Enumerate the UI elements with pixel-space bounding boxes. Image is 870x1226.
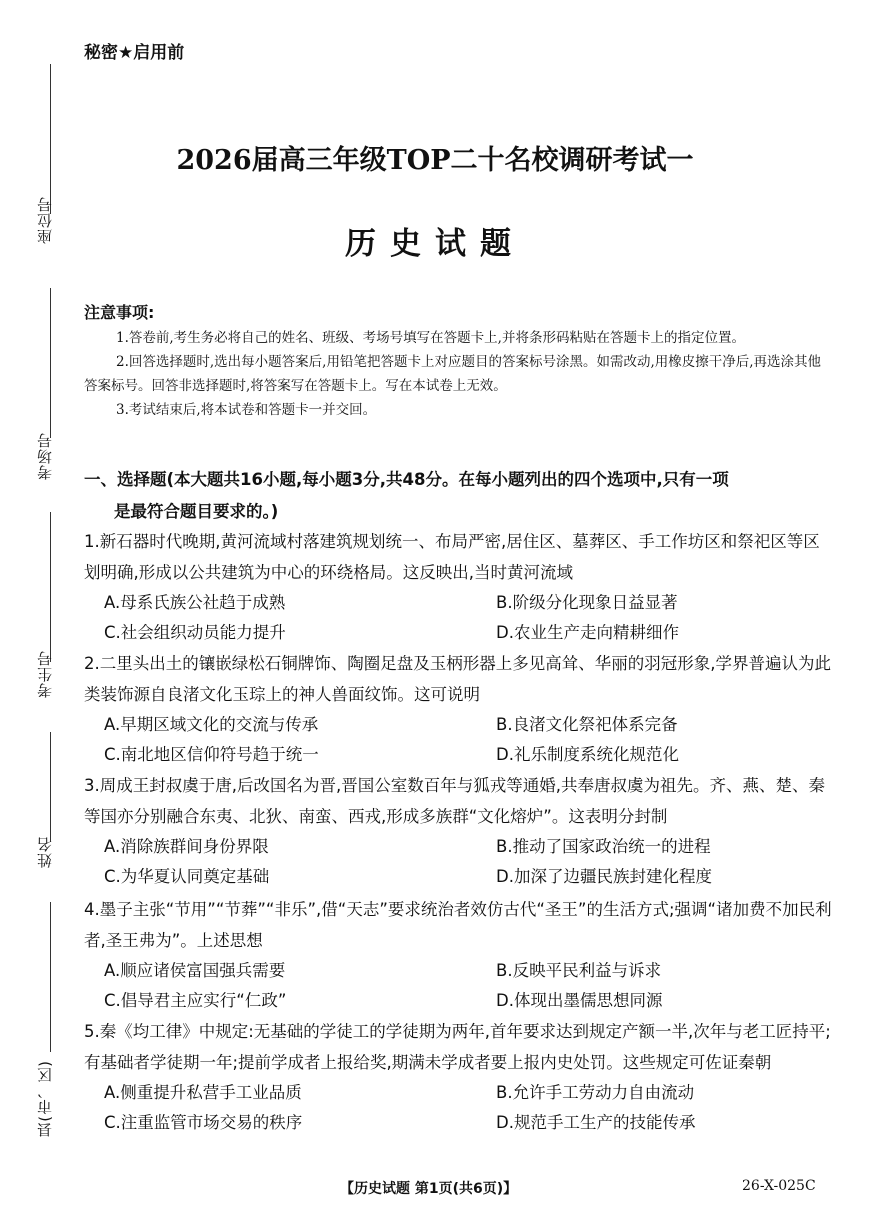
seat-number-label: 座位号 xyxy=(36,196,54,244)
question-stem: 2.二里头出土的镶嵌绿松石铜牌饰、陶圈足盘及玉柄形器上多见高耸、华丽的羽冠形象,学界普遍认为此类装饰源自良渚文化玉琮上的神人兽面纹饰。这可说明 xyxy=(84,654,831,704)
question-options xyxy=(84,956,834,1016)
question-stem: 4.墨子主张“节用”“节葬”“非乐”,借“天志”要求统治者效仿古代“圣王”的生活方式;强调“诸加费不加民利者,圣王弗为”。上述思想 xyxy=(84,900,832,950)
option-d: D.体现出墨儒思想同源 xyxy=(496,991,663,1010)
question-options xyxy=(84,1078,834,1138)
question-options xyxy=(84,832,834,892)
name-line xyxy=(50,732,51,842)
candidate-number-line xyxy=(50,512,51,662)
option-a: A.母系氏族公社趋于成熟 xyxy=(104,593,286,612)
question-2 xyxy=(84,648,834,770)
option-c: C.倡导君主应实行“仁政” xyxy=(104,991,287,1010)
question-options xyxy=(84,710,834,770)
question-stem: 5.秦《均工律》中规定:无基础的学徒工的学徒期为两年,首年要求达到规定产额一半,次年与老工匠持平;有基础者学徒期一年;提前学成者上报给奖,期满未学成者要上报内史处罚。这些规定可佐证秦朝 xyxy=(84,1022,831,1072)
question-1 xyxy=(84,526,834,648)
option-c: C.社会组织动员能力提升 xyxy=(104,623,286,642)
notice-item: 3.考试结束后,将本试卷和答题卡一并交回。 xyxy=(116,402,377,418)
option-a: A.顺应诸侯富国强兵需要 xyxy=(104,961,286,980)
question-stem: 3.周成王封叔虞于唐,后改国名为晋,晋国公室数百年与狐戎等通婚,共奉唐叔虞为祖先。齐、燕、楚、秦等国亦分别融合东夷、北狄、南蛮、西戎,形成多族群“文化熔炉”。这表明分封制 xyxy=(84,776,825,826)
section-heading xyxy=(84,464,834,528)
paper-code: 26-X-025C xyxy=(742,1178,816,1194)
page-number: 【历史试题 第1页(共6页)】 xyxy=(340,1181,518,1197)
option-d: D.农业生产走向精耕细作 xyxy=(496,623,679,642)
secret-mark: 秘密★启用前 xyxy=(84,43,185,63)
question-4 xyxy=(84,894,834,1016)
exam-subtitle: 历史试题 xyxy=(345,226,525,262)
option-b: B.推动了国家政治统一的进程 xyxy=(496,837,711,856)
option-b: B.良渚文化祭祀体系完备 xyxy=(496,715,678,734)
notice-list xyxy=(84,326,834,422)
county-line xyxy=(50,902,51,1052)
option-d: D.规范手工生产的技能传承 xyxy=(496,1113,696,1132)
candidate-number-label: 考生号 xyxy=(36,650,54,698)
exam-room-line xyxy=(50,288,51,438)
section-heading-line2: 是最符合题目要求的。) xyxy=(114,502,279,521)
exam-title: 2026届高三年级TOP二十名校调研考试一 xyxy=(176,145,694,176)
question-stem: 1.新石器时代晚期,黄河流域村落建筑规划统一、布局严密,居住区、墓葬区、手工作坊区和祭祀区等区划明确,形成以公共建筑为中心的环绕格局。这反映出,当时黄河流域 xyxy=(84,532,820,582)
option-b: B.允许手工劳动力自由流动 xyxy=(496,1083,695,1102)
notice-heading: 注意事项: xyxy=(84,303,155,322)
option-c: C.为华夏认同奠定基础 xyxy=(104,867,270,886)
option-c: C.注重监管市场交易的秩序 xyxy=(104,1113,303,1132)
question-5 xyxy=(84,1016,834,1138)
section-heading-line1: 一、选择题(本大题共16小题,每小题3分,共48分。在每小题列出的四个选项中,只有一项 xyxy=(84,470,729,489)
option-c: C.南北地区信仰符号趋于统一 xyxy=(104,745,319,764)
option-a: A.早期区域文化的交流与传承 xyxy=(104,715,319,734)
option-a: A.消除族群间身份界限 xyxy=(104,837,269,856)
name-label: 姓名 xyxy=(36,836,54,868)
option-a: A.侧重提升私营手工业品质 xyxy=(104,1083,302,1102)
exam-room-label: 考场号 xyxy=(36,432,54,480)
question-options xyxy=(84,588,834,648)
option-b: B.阶级分化现象日益显著 xyxy=(496,593,678,612)
option-b: B.反映平民利益与诉求 xyxy=(496,961,662,980)
county-label: 县(市、区) xyxy=(36,1060,54,1138)
option-d: D.礼乐制度系统化规范化 xyxy=(496,745,679,764)
option-d: D.加深了边疆民族封建化程度 xyxy=(496,867,712,886)
question-3 xyxy=(84,770,834,892)
notice-item: 1.答卷前,考生务必将自己的姓名、班级、考场号填写在答题卡上,并将条形码粘贴在答题卡上的指定位置。 xyxy=(116,330,745,346)
notice-item: 2.回答选择题时,选出每小题答案后,用铅笔把答题卡上对应题目的答案标号涂黑。如需改动,用橡皮擦干净后,再选涂其他答案标号。回答非选择题时,将答案写在答题卡上。写在本试卷上无效。 xyxy=(84,354,822,394)
